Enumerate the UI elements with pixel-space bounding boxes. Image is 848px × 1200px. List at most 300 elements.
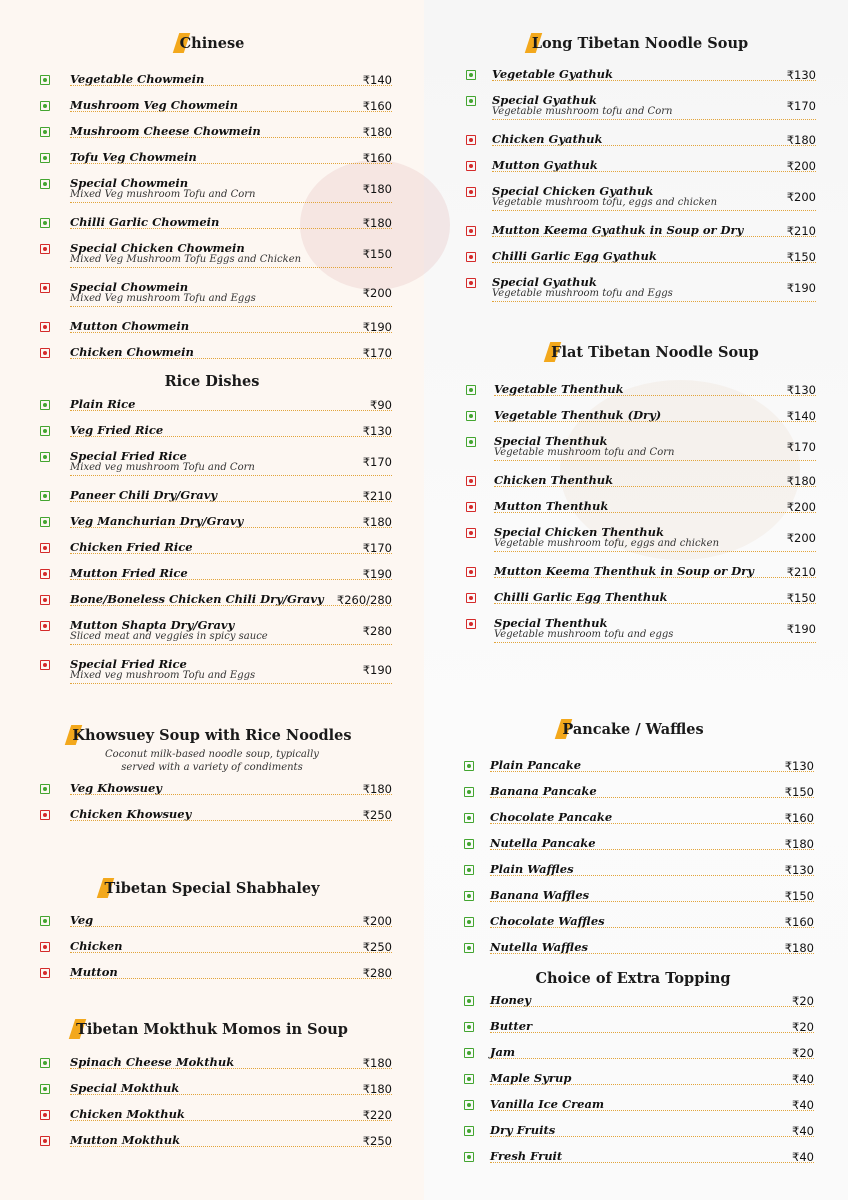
menu-item — [40, 568, 392, 594]
dotted-leader — [490, 771, 814, 772]
section-title — [104, 880, 319, 897]
indicator-dot — [469, 73, 473, 77]
item-price: ₹180 — [786, 474, 816, 488]
veg-indicator-icon — [40, 75, 50, 85]
indicator-dot — [43, 813, 47, 817]
item-description: Mixed Veg mushroom Tofu and Eggs — [70, 293, 256, 304]
item-price: ₹170 — [786, 99, 816, 113]
item-price: ₹210 — [362, 489, 392, 503]
menu-item — [464, 786, 814, 812]
item-price: ₹130 — [786, 68, 816, 82]
menu-item — [40, 347, 392, 373]
dotted-leader — [70, 1068, 392, 1069]
item-price: ₹40 — [792, 1098, 814, 1112]
item-name: Mutton Thenthuk — [494, 499, 609, 513]
item-name: Paneer Chili Dry/Gravy — [70, 488, 218, 502]
nonveg-indicator-icon — [466, 567, 476, 577]
item-name: Special Chowmein — [70, 176, 189, 190]
menu-item — [466, 501, 816, 527]
menu-item — [464, 838, 814, 864]
menu-item — [466, 277, 816, 303]
indicator-dot — [467, 816, 471, 820]
item-name: Special Gyathuk — [492, 275, 597, 289]
item-name: Veg — [70, 913, 94, 927]
item-name: Chicken Thenthuk — [494, 473, 614, 487]
indicator-dot — [467, 868, 471, 872]
indicator-dot — [43, 286, 47, 290]
menu-item — [40, 1135, 392, 1161]
indicator-dot — [43, 455, 47, 459]
item-name: Special Chicken Chowmein — [70, 241, 245, 255]
dotted-leader — [70, 501, 392, 502]
dotted-leader — [490, 1006, 814, 1007]
indicator-dot — [43, 221, 47, 225]
dotted-leader — [70, 1146, 392, 1147]
dotted-leader — [490, 875, 814, 876]
item-description: Vegetable mushroom tofu and Eggs — [492, 288, 673, 299]
nonveg-indicator-icon — [40, 810, 50, 820]
dotted-leader — [494, 421, 816, 422]
menu-item — [466, 566, 816, 592]
item-price: ₹190 — [786, 622, 816, 636]
item-price: ₹210 — [786, 224, 816, 238]
dotted-leader — [70, 306, 392, 307]
item-description: Sliced meat and veggies in spicy sauce — [70, 631, 268, 642]
item-price: ₹40 — [792, 1124, 814, 1138]
veg-indicator-icon — [464, 1100, 474, 1110]
indicator-dot — [469, 229, 473, 233]
dotted-leader — [490, 1136, 814, 1137]
nonveg-indicator-icon — [40, 1110, 50, 1120]
item-price: ₹220 — [362, 1108, 392, 1122]
veg-indicator-icon — [466, 96, 476, 106]
menu-item — [40, 809, 392, 835]
dotted-leader — [492, 301, 816, 302]
dotted-leader — [70, 553, 392, 554]
item-name: Mutton Keema Thenthuk in Soup or Dry — [494, 564, 754, 578]
dotted-leader — [70, 228, 392, 229]
nonveg-indicator-icon — [466, 619, 476, 629]
item-name: Special Fried Rice — [70, 449, 187, 463]
dotted-leader — [494, 603, 816, 604]
dotted-leader — [70, 952, 392, 953]
menu-item — [40, 425, 392, 451]
menu-item — [40, 243, 392, 269]
indicator-dot — [467, 790, 471, 794]
menu-item — [40, 941, 392, 967]
section-title-text: Long Tibetan Noodle Soup — [531, 35, 749, 52]
indicator-dot — [469, 190, 473, 194]
item-name: Vanilla Ice Cream — [490, 1097, 605, 1111]
nonveg-indicator-icon — [466, 528, 476, 538]
item-description: Vegetable mushroom tofu and eggs — [494, 629, 674, 640]
veg-indicator-icon — [40, 127, 50, 137]
item-name: Chilli Garlic Egg Thenthuk — [494, 590, 668, 604]
nonveg-indicator-icon — [40, 283, 50, 293]
item-name: Mutton Mokthuk — [70, 1133, 181, 1147]
menu-item — [40, 915, 392, 941]
item-price: ₹200 — [362, 286, 392, 300]
item-price: ₹150 — [784, 785, 814, 799]
menu-item — [40, 967, 392, 993]
veg-indicator-icon — [464, 1022, 474, 1032]
indicator-dot — [469, 388, 473, 392]
item-description: Vegetable mushroom tofu, eggs and chicken — [492, 197, 718, 208]
indicator-dot — [43, 182, 47, 186]
indicator-dot — [469, 281, 473, 285]
indicator-dot — [43, 546, 47, 550]
menu-item — [464, 1125, 814, 1151]
item-price: ₹160 — [362, 151, 392, 165]
item-name: Special Thenthuk — [494, 434, 608, 448]
item-name: Fresh Fruit — [490, 1149, 563, 1163]
item-price: ₹180 — [362, 782, 392, 796]
item-description: Vegetable mushroom tofu, eggs and chicken — [494, 538, 720, 549]
item-name: Chocolate Pancake — [490, 810, 613, 824]
item-name: Nutella Waffles — [490, 940, 589, 954]
nonveg-indicator-icon — [466, 187, 476, 197]
item-price: ₹180 — [362, 1056, 392, 1070]
item-price: ₹130 — [786, 383, 816, 397]
veg-indicator-icon — [464, 1152, 474, 1162]
menu-item — [464, 1047, 814, 1073]
item-name: Jam — [490, 1045, 516, 1059]
veg-indicator-icon — [40, 153, 50, 163]
item-name: Dry Fruits — [490, 1123, 556, 1137]
item-description: Mixed Veg Mushroom Tofu Eggs and Chicken — [70, 254, 302, 265]
dotted-leader — [70, 410, 392, 411]
item-price: ₹250 — [362, 1134, 392, 1148]
veg-indicator-icon — [464, 865, 474, 875]
item-name: Special Chicken Gyathuk — [492, 184, 654, 198]
nonveg-indicator-icon — [466, 476, 476, 486]
dotted-leader — [490, 901, 814, 902]
item-price: ₹200 — [786, 500, 816, 514]
menu-item — [40, 516, 392, 542]
indicator-dot — [43, 572, 47, 576]
dotted-leader — [492, 210, 816, 211]
menu-item — [40, 1109, 392, 1135]
veg-indicator-icon — [40, 218, 50, 228]
dotted-leader — [70, 85, 392, 86]
dotted-leader — [490, 797, 814, 798]
item-price: ₹40 — [792, 1150, 814, 1164]
indicator-dot — [43, 494, 47, 498]
item-price: ₹180 — [362, 515, 392, 529]
dotted-leader — [490, 1110, 814, 1111]
indicator-dot — [43, 429, 47, 433]
menu-item — [40, 399, 392, 425]
item-price: ₹140 — [362, 73, 392, 87]
item-name: Special Gyathuk — [492, 93, 597, 107]
indicator-dot — [43, 325, 47, 329]
section-title-text: Khowsuey Soup with Rice Noodles — [72, 727, 352, 744]
menu-item — [466, 225, 816, 251]
dotted-leader — [70, 820, 392, 821]
section-title-text: Rice Dishes — [164, 373, 260, 390]
dotted-leader — [490, 1084, 814, 1085]
item-price: ₹160 — [784, 811, 814, 825]
indicator-dot — [43, 78, 47, 82]
item-price: ₹160 — [362, 99, 392, 113]
dotted-leader — [70, 926, 392, 927]
menu-item — [464, 1099, 814, 1125]
dotted-leader — [490, 823, 814, 824]
veg-indicator-icon — [464, 891, 474, 901]
veg-indicator-icon — [40, 400, 50, 410]
menu-item — [466, 592, 816, 618]
indicator-dot — [469, 164, 473, 168]
item-name: Spinach Cheese Mokthuk — [70, 1055, 235, 1069]
menu-item — [40, 178, 392, 204]
dotted-leader — [492, 262, 816, 263]
veg-indicator-icon — [40, 916, 50, 926]
item-name: Chilli Garlic Egg Gyathuk — [492, 249, 657, 263]
indicator-dot — [467, 764, 471, 768]
item-name: Tofu Veg Chowmein — [70, 150, 197, 164]
dotted-leader — [494, 577, 816, 578]
indicator-dot — [43, 130, 47, 134]
item-name: Butter — [490, 1019, 533, 1033]
nonveg-indicator-icon — [40, 322, 50, 332]
indicator-dot — [467, 1155, 471, 1159]
item-name: Vegetable Gyathuk — [492, 67, 613, 81]
dotted-leader — [494, 460, 816, 461]
item-price: ₹260/280 — [336, 593, 392, 607]
indicator-dot — [43, 403, 47, 407]
indicator-dot — [43, 156, 47, 160]
section-title — [76, 1021, 348, 1038]
item-price: ₹280 — [362, 966, 392, 980]
dotted-leader — [70, 527, 392, 528]
indicator-dot — [469, 479, 473, 483]
dotted-leader — [70, 358, 392, 359]
item-name: Veg Manchurian Dry/Gravy — [70, 514, 244, 528]
indicator-dot — [469, 622, 473, 626]
item-name: Chicken Khowsuey — [70, 807, 192, 821]
indicator-dot — [467, 1129, 471, 1133]
indicator-dot — [469, 255, 473, 259]
dotted-leader — [492, 236, 816, 237]
item-name: Bone/Boneless Chicken Chili Dry/Gravy — [70, 592, 324, 606]
menu-item — [40, 100, 392, 126]
indicator-dot — [469, 505, 473, 509]
veg-indicator-icon — [40, 1058, 50, 1068]
veg-indicator-icon — [464, 761, 474, 771]
item-price: ₹150 — [362, 247, 392, 261]
menu-item — [40, 126, 392, 152]
indicator-dot — [469, 138, 473, 142]
item-price: ₹200 — [786, 190, 816, 204]
indicator-dot — [43, 919, 47, 923]
nonveg-indicator-icon — [466, 502, 476, 512]
section-title — [562, 721, 703, 738]
item-price: ₹150 — [786, 591, 816, 605]
item-price: ₹190 — [362, 320, 392, 334]
indicator-dot — [43, 624, 47, 628]
menu-item — [466, 186, 816, 212]
veg-indicator-icon — [466, 437, 476, 447]
veg-indicator-icon — [40, 517, 50, 527]
veg-indicator-icon — [464, 839, 474, 849]
section-title-text: Tibetan Special Shabhaley — [104, 880, 320, 897]
item-name: Special Thenthuk — [494, 616, 608, 630]
item-name: Plain Rice — [70, 397, 136, 411]
item-price: ₹170 — [362, 541, 392, 555]
dotted-leader — [70, 332, 392, 333]
veg-indicator-icon — [40, 179, 50, 189]
dotted-leader — [70, 267, 392, 268]
menu-item — [466, 475, 816, 501]
dotted-leader — [70, 605, 392, 606]
item-price: ₹180 — [362, 125, 392, 139]
item-name: Mutton Gyathuk — [492, 158, 598, 172]
indicator-dot — [469, 99, 473, 103]
indicator-dot — [43, 104, 47, 108]
indicator-dot — [469, 414, 473, 418]
veg-indicator-icon — [464, 943, 474, 953]
menu-item — [40, 620, 392, 646]
dotted-leader — [70, 202, 392, 203]
section-title — [72, 727, 351, 744]
item-name: Veg Khowsuey — [70, 781, 162, 795]
item-name: Mutton Chowmein — [70, 319, 190, 333]
menu-item — [464, 890, 814, 916]
menu-item — [464, 916, 814, 942]
menu-item — [40, 1057, 392, 1083]
dotted-leader — [70, 1094, 392, 1095]
menu-item — [40, 783, 392, 809]
nonveg-indicator-icon — [40, 244, 50, 254]
menu-item — [466, 527, 816, 553]
indicator-dot — [467, 999, 471, 1003]
item-name: Mushroom Veg Chowmein — [70, 98, 239, 112]
item-name: Mutton Fried Rice — [70, 566, 188, 580]
item-price: ₹180 — [784, 941, 814, 955]
menu-item — [40, 659, 392, 685]
indicator-dot — [467, 1051, 471, 1055]
item-name: Vegetable Chowmein — [70, 72, 205, 86]
indicator-dot — [43, 598, 47, 602]
indicator-dot — [469, 440, 473, 444]
item-name: Mushroom Cheese Chowmein — [70, 124, 261, 138]
menu-item — [466, 95, 816, 121]
item-name: Special Chicken Thenthuk — [494, 525, 664, 539]
section-title-text: Tibetan Mokthuk Momos in Soup — [76, 1021, 348, 1038]
dotted-leader — [494, 512, 816, 513]
indicator-dot — [43, 1139, 47, 1143]
item-name: Chicken Gyathuk — [492, 132, 603, 146]
menu-item — [466, 134, 816, 160]
nonveg-indicator-icon — [40, 595, 50, 605]
dotted-leader — [70, 436, 392, 437]
item-name: Special Chowmein — [70, 280, 189, 294]
item-name: Chocolate Waffles — [490, 914, 605, 928]
nonveg-indicator-icon — [466, 593, 476, 603]
dotted-leader — [494, 551, 816, 552]
item-price: ₹150 — [784, 889, 814, 903]
indicator-dot — [43, 1087, 47, 1091]
menu-item — [40, 217, 392, 243]
menu-item — [466, 160, 816, 186]
item-price: ₹170 — [786, 440, 816, 454]
dotted-leader — [70, 1120, 392, 1121]
dotted-leader — [490, 1058, 814, 1059]
item-description: Mixed veg mushroom Tofu and Eggs — [70, 670, 256, 681]
menu-item — [464, 942, 814, 968]
nonveg-indicator-icon — [40, 660, 50, 670]
section-title-text: Flat Tibetan Noodle Soup — [551, 344, 759, 361]
item-price: ₹250 — [362, 808, 392, 822]
item-price: ₹150 — [786, 250, 816, 264]
dotted-leader — [492, 80, 816, 81]
item-description: Mixed Veg mushroom Tofu and Corn — [70, 189, 256, 200]
item-price: ₹190 — [786, 281, 816, 295]
menu-item — [464, 812, 814, 838]
menu-item — [466, 251, 816, 277]
nonveg-indicator-icon — [40, 968, 50, 978]
indicator-dot — [467, 920, 471, 924]
indicator-dot — [43, 1061, 47, 1065]
item-price: ₹130 — [362, 424, 392, 438]
dotted-leader — [70, 978, 392, 979]
item-price: ₹20 — [792, 1020, 814, 1034]
menu-item — [466, 69, 816, 95]
menu-item — [40, 490, 392, 516]
veg-indicator-icon — [40, 426, 50, 436]
item-name: Special Fried Rice — [70, 657, 187, 671]
indicator-dot — [43, 945, 47, 949]
item-name: Special Mokthuk — [70, 1081, 180, 1095]
dotted-leader — [492, 119, 816, 120]
veg-indicator-icon — [40, 784, 50, 794]
item-name: Veg Fried Rice — [70, 423, 164, 437]
menu-item — [464, 864, 814, 890]
dotted-leader — [70, 683, 392, 684]
item-price: ₹160 — [784, 915, 814, 929]
item-price: ₹200 — [786, 159, 816, 173]
item-name: Maple Syrup — [490, 1071, 572, 1085]
nonveg-indicator-icon — [40, 1136, 50, 1146]
item-price: ₹180 — [362, 1082, 392, 1096]
item-name: Chicken Chowmein — [70, 345, 194, 359]
section-title-text: Pancake / Waffles — [562, 721, 704, 738]
item-price: ₹170 — [362, 455, 392, 469]
item-name: Vegetable Thenthuk (Dry) — [494, 408, 662, 422]
item-price: ₹180 — [784, 837, 814, 851]
nonveg-indicator-icon — [40, 569, 50, 579]
nonveg-indicator-icon — [40, 543, 50, 553]
veg-indicator-icon — [464, 996, 474, 1006]
indicator-dot — [469, 596, 473, 600]
menu-item — [464, 995, 814, 1021]
indicator-dot — [467, 1103, 471, 1107]
veg-indicator-icon — [466, 70, 476, 80]
section-title — [551, 344, 759, 361]
nonveg-indicator-icon — [40, 942, 50, 952]
item-description: Mixed veg mushroom Tofu and Corn — [70, 462, 255, 473]
veg-indicator-icon — [466, 411, 476, 421]
item-price: ₹200 — [362, 914, 392, 928]
indicator-dot — [43, 787, 47, 791]
menu-item — [40, 594, 392, 620]
menu-item — [464, 1021, 814, 1047]
menu-item — [466, 436, 816, 462]
menu-item — [466, 384, 816, 410]
item-description: Vegetable mushroom tofu and Corn — [492, 106, 673, 117]
nonveg-indicator-icon — [40, 621, 50, 631]
item-name: Chicken Fried Rice — [70, 540, 193, 554]
